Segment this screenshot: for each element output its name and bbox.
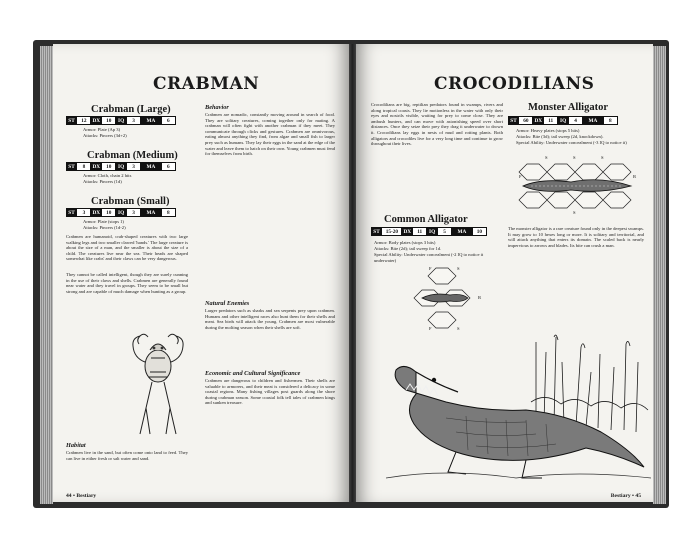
stat-key: MA (140, 208, 161, 217)
alligator-swamp-illustration (386, 332, 651, 482)
attacks-line: Attacks: Pincers (1d-2) (83, 225, 126, 230)
armor-line: Armor: Plate (Ap 3) (83, 127, 121, 132)
section-heading: Behavior (205, 104, 229, 111)
page-edges-left (40, 46, 53, 504)
stat-block (508, 116, 617, 125)
stat-value: 10 (101, 208, 116, 217)
stat-key: IQ (558, 116, 569, 125)
stat-key: MA (140, 116, 161, 125)
attacks-line: Attacks: Pincers (3d+2) (83, 133, 127, 138)
stat-value: 10 (472, 227, 487, 236)
page-footer: 44 • Bestiary (66, 493, 97, 499)
monster-alligator-hex-diagram (511, 154, 643, 218)
stat-key: DX (92, 164, 101, 170)
stat-key: IQ (427, 227, 438, 236)
section-heading: Economic and Cultural Significance (205, 370, 301, 377)
stat-key: MA (582, 116, 603, 125)
section-heading: Natural Enemies (205, 300, 250, 307)
hex-label: S (545, 155, 548, 160)
armor-line: Armor: Plate (stops 1) (83, 219, 124, 224)
stat-key: ST (371, 227, 382, 236)
page-footer: Bestiary • 45 (610, 493, 641, 499)
stat-key: DX (403, 229, 412, 235)
armor-line: Armor: Cloth, chain 2 hits (83, 173, 132, 178)
stat-key: MA (140, 162, 161, 171)
stat-value: 5 (437, 227, 452, 236)
stat-value: 60 (518, 116, 533, 125)
attacks-line: Attacks: Bite (2d); tail sweep for 1d. (374, 246, 442, 251)
hex-label: S (457, 266, 460, 271)
attacks-line: Attacks: Pincers (1d) (83, 179, 122, 184)
armor-line: Armor: Body plates (stops 3 hits) (374, 240, 436, 245)
entry-title: Monster Alligator (528, 102, 609, 113)
right-page (356, 44, 653, 502)
stat-value: 3 (126, 116, 141, 125)
body-text: They cannot be called intelligent, though they are surely cunning in the use of their claws and shells. Crabmen are generally found near water and they travel in groups. They seem to be small but strong and are capable of much damage when hunting as a group. (66, 272, 188, 294)
body-text: Crabmen live in the sand, but often come onto land to feed. They can live in either fresh or salt water and sand. (66, 450, 188, 461)
attacks-line: Attacks: Bite (3d); tail sweep (2d, knockdown). (516, 134, 604, 139)
stat-value: 3 (126, 162, 141, 171)
stat-value: 11 (543, 116, 558, 125)
stat-value: 6 (161, 116, 176, 125)
stat-value: 6 (161, 162, 176, 171)
stat-value: 8 (603, 116, 618, 125)
stat-value: 8 (76, 162, 91, 171)
stat-block (66, 162, 175, 171)
entry-title: Common Alligator (384, 214, 468, 225)
body-text: Crabmen are dangerous to children and fishermen. Their shells are valuable to armorers, and their meat is considered a delicacy in some coastal regions. Many fishing villages post guards along the shore during crabman season. Some coastal folk tell tales of crabmen kings and sunken treasure. (205, 378, 335, 406)
page-edges-right (653, 46, 666, 504)
stat-value: 4 (568, 116, 583, 125)
left-page (53, 44, 349, 502)
body-text: Crabmen are nomadic, constantly moving around in search of food. They are solitary creatures, coming together only for mating. A crabman will often fight with another crabman if they meet. They communicate through clicks and gestures. Crabmen are omnivorous, eating almost anything they find, from algae and small fish to larger prey such as humans. They lay their eggs in the sand at the edge of the water and leave them to hatch on their own. Young crabmen must fend for themselves from birth. (205, 112, 335, 157)
stat-value: 10 (101, 116, 116, 125)
hex-label: R (633, 174, 637, 179)
crabman-illustration (128, 328, 188, 438)
stat-value: 8 (161, 208, 176, 217)
hex-label: F (429, 266, 432, 271)
stat-key: DX (92, 210, 101, 216)
stat-key: ST (66, 116, 77, 125)
entry-title: Crabman (Medium) (87, 150, 178, 161)
stat-key: IQ (116, 208, 127, 217)
stat-value: 12 (76, 116, 91, 125)
body-text: Larger predators such as sharks and sea serpents prey upon crabmen. Humans and other intelligent races also hunt them for their shells and meat. Sea birds will attack the young. Crabmen are most vulnerable during the molting season when their shells are soft. (205, 308, 335, 330)
section-heading: Habitat (66, 442, 86, 449)
hex-label: S (601, 155, 604, 160)
entry-title: Crabman (Small) (91, 196, 170, 207)
hex-label: S (457, 326, 460, 331)
common-alligator-hex-diagram (406, 266, 482, 330)
entry-title: Crabman (Large) (91, 104, 171, 115)
special-line: Special Ability: Underwater concealment (-3 IQ to notice it) (516, 140, 627, 145)
hex-label: F (429, 326, 432, 331)
page-title: CRABMAN (153, 74, 260, 94)
stat-key: ST (508, 116, 519, 125)
stat-key: MA (451, 227, 472, 236)
hex-label: F (519, 174, 522, 179)
stat-key: IQ (116, 116, 127, 125)
armor-line: Armor: Heavy plates (stops 5 hits) (516, 128, 580, 133)
stat-block (66, 116, 175, 125)
stat-key: ST (66, 162, 77, 171)
hex-label: S (573, 155, 576, 160)
stat-value: 10 (101, 162, 116, 171)
stat-value: 11 (412, 227, 427, 236)
stat-key: DX (534, 118, 543, 124)
special-line: Special Ability: Underwater concealment (-2 IQ to notice it underwater) (374, 252, 484, 263)
stat-key: IQ (116, 162, 127, 171)
page-title: CROCODILIANS (434, 74, 595, 94)
body-text: Crabmen are humanoid, crab-shaped creatures with two large walking legs and two smaller clawed 'hands.' The large creature is about the size of a man, and the smaller is about the size of a child. The creatures live near the sea. Their heads are shaped somewhat like crabs' and their claws can be very dangerous. (66, 234, 188, 262)
stat-block (371, 227, 486, 236)
stat-key: ST (66, 208, 77, 217)
stat-key: DX (92, 118, 101, 124)
body-text: Crocodilians are big, reptilian predators found in swamps, rivers and along tropical coasts. They lie motionless in the water with only their eyes and nostrils visible, waiting for prey to come close. They are ambush hunters, and can move with astonishing speed over short distances. Once they seize their prey they drag it underwater to drown it. Crocodilians lay eggs in nests of mud and rotting plants. Both alligators and crocodiles live for a very long time and continue to grow throughout their lives. (371, 102, 503, 147)
stat-block (66, 208, 175, 217)
body-text: The monster alligator is a rare creature found only in the deepest swamps. It may grow to 10 hexes long or more. It is solitary and territorial, and will attack anything that enters its domain. The scaled back is nearly impervious to arrows and blades. Its bite can crush a man. (508, 226, 644, 248)
stat-value: 15-20 (381, 227, 402, 236)
hex-label: R (478, 295, 482, 300)
stat-value: 3 (76, 208, 91, 217)
stat-value: 3 (126, 208, 141, 217)
hex-label: S (573, 210, 576, 215)
